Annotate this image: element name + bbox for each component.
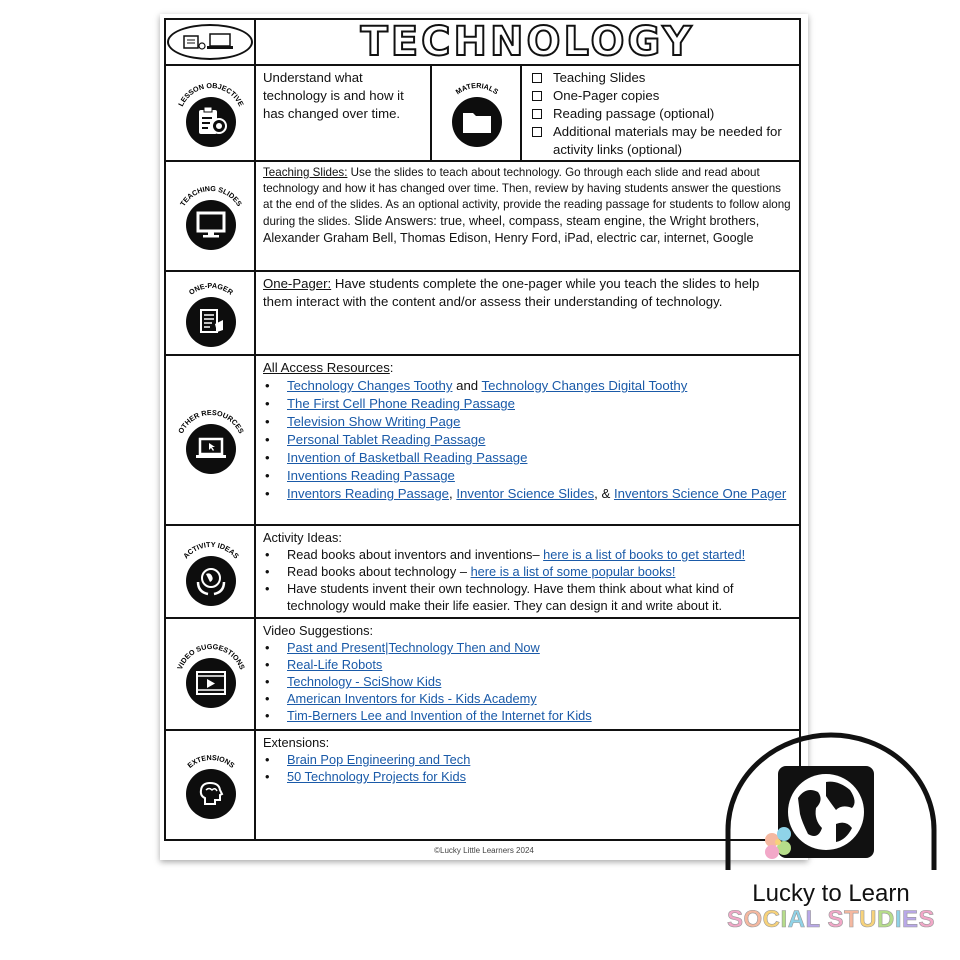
video-item [263, 690, 792, 707]
svg-text:MATERIALS [454, 81, 500, 96]
video-suggestions-badge [170, 634, 250, 714]
video-item [263, 656, 792, 673]
video-link[interactable]: Tim-Berners Lee and Invention of the Internet for Kids [287, 708, 592, 723]
resource-item [263, 413, 792, 431]
brand-name-line1: Lucky to Learn [752, 880, 910, 907]
resource-link[interactable]: Invention of Basketball Reading Passage [287, 450, 528, 465]
onepager-cell [256, 272, 799, 354]
title-cell [256, 20, 799, 64]
objective-badge-cell [166, 66, 256, 160]
resources-cell [256, 356, 799, 524]
activity-text: Read books about inventors and inventions– [287, 547, 544, 562]
brand-letter: A [787, 906, 806, 933]
onepager-row [166, 270, 799, 354]
lesson-table [164, 18, 801, 841]
brand-letter: S [827, 906, 844, 933]
materials-item: One-Pager copies [529, 87, 792, 105]
laptop-cursor-icon [186, 424, 236, 474]
resource-item [263, 485, 792, 503]
teaching-cell [256, 162, 799, 270]
activity-item [263, 563, 792, 580]
resource-item [263, 431, 792, 449]
video-item [263, 673, 792, 690]
clover-icon [765, 827, 791, 859]
resources-colon: : [389, 360, 394, 375]
badge-label: EXTENSIONS [185, 752, 237, 770]
title-logo-cell [166, 20, 256, 64]
materials-list [522, 66, 799, 160]
brand-letter: U [859, 906, 877, 933]
teaching-slides-badge [170, 176, 250, 256]
resource-link[interactable]: Inventor Science Slides [456, 486, 595, 501]
copyright-footer: ©Lucky Little Learners 2024 [434, 846, 534, 855]
document-hand-icon [186, 297, 236, 347]
resource-link[interactable]: The First Cell Phone Reading Passage [287, 396, 515, 411]
teaching-badge-cell [166, 162, 256, 270]
extension-item [263, 768, 792, 785]
materials-item: Teaching Slides [529, 69, 792, 87]
resource-item [263, 377, 792, 395]
monitor-icon [186, 200, 236, 250]
resource-item [263, 467, 792, 485]
resources-badge-cell [166, 356, 256, 524]
resource-link[interactable]: Inventions Reading Passage [287, 468, 455, 483]
resource-link[interactable]: Inventors Science One Pager [613, 486, 787, 501]
materials-badge-cell [432, 66, 522, 160]
resource-item [263, 449, 792, 467]
badge-label: MATERIALS [453, 80, 501, 97]
svg-text:ONE-PAGER [187, 281, 236, 297]
brand-letter: I [894, 906, 902, 933]
activity-item: • Have students invent their own technology. Have them think about what kind of technology would make their life easier. They can design it and write about it. [263, 580, 792, 614]
video-link[interactable]: Real-Life Robots [287, 657, 383, 672]
resource-link[interactable]: Technology Changes Digital Toothy [481, 378, 688, 393]
folder-icon [452, 97, 502, 147]
brand-letter: S [726, 906, 744, 933]
objective-row [166, 64, 799, 160]
slide-answers: Slide Answers: true, wheel, compass, steam engine, the Wright brothers, Alexander Graham Bell, Thomas Edison, Henry Ford, iPad, electric car, internet, Google [263, 214, 760, 245]
activity-heading: Activity Ideas: [263, 530, 342, 545]
resource-link[interactable]: Television Show Writing Page [287, 414, 461, 429]
brand-arch [718, 730, 944, 880]
badge-label: OTHER RESOURCES [176, 407, 246, 435]
video-item [263, 639, 792, 656]
video-link[interactable]: Past and Present|Technology Then and Now [287, 640, 540, 655]
clipboard-target-icon [186, 97, 236, 147]
lesson-plan-page [160, 14, 808, 860]
resource-item [263, 395, 792, 413]
resource-link[interactable]: Inventors Reading Passage [287, 486, 450, 501]
brand-letter: T [843, 906, 860, 933]
video-item [263, 707, 792, 724]
brand-letter: C [762, 906, 781, 933]
brand-letter: O [743, 906, 763, 933]
page-title: TECHNOLOGY [360, 19, 695, 65]
videos-row [166, 617, 799, 729]
badge-label: VIDEO SUGGESTIONS [175, 641, 247, 671]
extensions-badge-cell [166, 731, 256, 839]
globe-hands-icon [186, 556, 236, 606]
svg-text:EXTENSIONS [185, 753, 236, 770]
badge-label: ONE-PAGER [187, 280, 235, 297]
brand-letter: I [780, 906, 788, 933]
video-link[interactable]: American Inventors for Kids - Kids Academy [287, 691, 537, 706]
brain-icon [186, 769, 236, 819]
videos-cell [256, 619, 799, 729]
badge-label: LESSON OBJECTIVE [176, 80, 246, 108]
extension-link[interactable]: Brain Pop Engineering and Tech [287, 752, 471, 767]
activity-ideas-badge [170, 532, 250, 612]
teaching-text: Use the slides to teach about technology. Go through each slide and read about technology and how it has changed over time. Then, review by having students answer the questions at the end of the slides. As an optional activity, provide the reading passage for students to follow along during the slides. [263, 166, 791, 228]
activity-link[interactable]: here is a list of some popular books! [470, 564, 676, 579]
activity-row [166, 524, 799, 617]
onepager-heading: One-Pager: [263, 276, 332, 291]
activity-item [263, 546, 792, 563]
brand-letter: L [805, 906, 821, 933]
activity-cell [256, 526, 799, 617]
brand-letter: S [918, 906, 936, 933]
other-resources-badge [170, 400, 250, 480]
badge-label: ACTIVITY IDEAS [181, 539, 241, 560]
resources-row [166, 354, 799, 524]
tech-logo-icon [167, 24, 253, 60]
activity-badge-cell [166, 526, 256, 617]
teaching-row [166, 160, 799, 270]
resource-link[interactable]: Technology Changes Toothy [287, 378, 453, 393]
one-pager-badge [170, 273, 250, 353]
onepager-badge-cell [166, 272, 256, 354]
brand-name-line2 [718, 906, 944, 934]
brand-letter: D [876, 906, 895, 933]
objective-text: Understand what technology is and how it has changed over time. [256, 66, 432, 160]
badge-label: TEACHING SLIDES [178, 183, 244, 208]
resource-and: and [452, 378, 482, 393]
resource-link[interactable]: Personal Tablet Reading Passage [287, 432, 486, 447]
videos-heading: Video Suggestions: [263, 623, 374, 638]
teaching-heading: Teaching Slides: [263, 166, 348, 179]
lesson-objective-badge [170, 73, 250, 153]
resources-heading: All Access Resources [263, 360, 390, 375]
objective-materials [256, 66, 799, 160]
onepager-text: Have students complete the one-pager while you teach the slides to help them interact with the content and/or assess their understanding of technology. [263, 276, 760, 309]
materials-badge [436, 73, 516, 153]
brand-logo [718, 730, 944, 936]
extensions-heading: Extensions: [263, 735, 330, 750]
extension-link[interactable]: 50 Technology Projects for Kids [287, 769, 467, 784]
extensions-row [166, 729, 799, 839]
materials-item: Additional materials may be needed for activity links (optional) [529, 123, 792, 159]
materials-item: Reading passage (optional) [529, 105, 792, 123]
extensions-badge [170, 745, 250, 825]
video-play-icon [186, 658, 236, 708]
activity-text: Read books about technology – [287, 564, 471, 579]
videos-badge-cell [166, 619, 256, 729]
extension-item [263, 751, 792, 768]
video-link[interactable]: Technology - SciShow Kids [287, 674, 442, 689]
brand-letter: E [901, 906, 919, 933]
resource-amp: , & [594, 486, 614, 501]
resource-comma: , [449, 486, 457, 501]
title-row [166, 20, 799, 64]
activity-link[interactable]: here is a list of books to get started! [543, 547, 746, 562]
